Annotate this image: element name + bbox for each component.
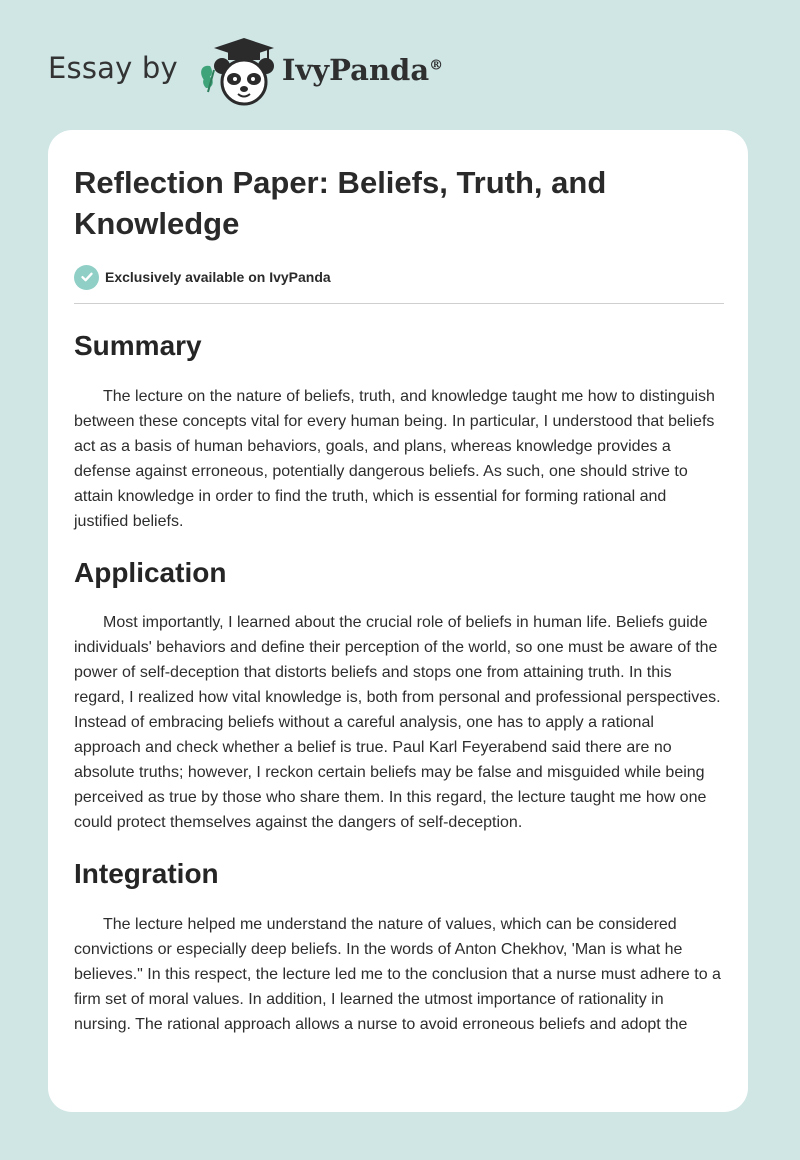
section-integration <box>74 857 724 1037</box>
section-paragraph: Most importantly, I learned about the crucial role of beliefs in human life. Beliefs guide individuals' behaviors and define their perception of the world, so one must be aware of the power of self-deception that distorts beliefs and stops one from attaining truth. In this regard, I realized how vital knowledge is, both from personal and professional perspectives. Instead of embracing beliefs without a careful analysis, one has to apply a rational approach and check whether a belief is true. Paul Karl Feyerabend said there are no absolute truths; however, I reckon certain beliefs may be false and misguided while being perceived as true by those who share them. In this regard, the lecture taught me how one could protect themselves against the dangers of self-deception. <box>74 614 721 831</box>
section-paragraph: The lecture helped me understand the nature of values, which can be considered convictions or especially deep beliefs. In the words of Anton Chekhov, 'Man is what he believes." In this respect, the lecture led me to the conclusion that a nurse must adhere to a firm set of moral values. In addition, I learned the utmost importance of rationality in nursing. The rational approach allows a nurse to avoid erroneous beliefs and adopt the <box>74 916 721 1033</box>
site-header <box>48 36 548 108</box>
registered-mark: ® <box>429 57 444 74</box>
section-summary <box>74 329 724 534</box>
essay-content <box>74 162 724 1037</box>
section-application <box>74 556 724 835</box>
section-paragraph: The lecture on the nature of beliefs, truth, and knowledge taught me how to distinguish between these concepts vital for every human being. In particular, I understood that beliefs act as a basis of human behaviors, goals, and plans, whereas knowledge provides a defense against erroneous, potentially dangerous beliefs. As such, one should strive to attain knowledge in order to find the truth, which is essential for forming rational and justified beliefs. <box>74 388 715 530</box>
brand-name[interactable] <box>282 53 443 87</box>
exclusive-label: Exclusively available on IvyPanda <box>105 269 331 285</box>
essay-card <box>48 130 748 1112</box>
section-heading: Integration <box>74 858 219 889</box>
section-heading: Summary <box>74 330 202 361</box>
essay-by-label: Essay by <box>48 51 178 85</box>
exclusive-notice <box>74 264 724 290</box>
section-heading: Application <box>74 557 227 588</box>
brand-name-text: IvyPanda <box>281 53 430 87</box>
panda-graduate-icon[interactable] <box>194 36 278 108</box>
check-circle-icon <box>74 265 99 290</box>
page-title: Reflection Paper: Beliefs, Truth, and Knowledge <box>74 165 607 241</box>
divider <box>74 303 724 304</box>
